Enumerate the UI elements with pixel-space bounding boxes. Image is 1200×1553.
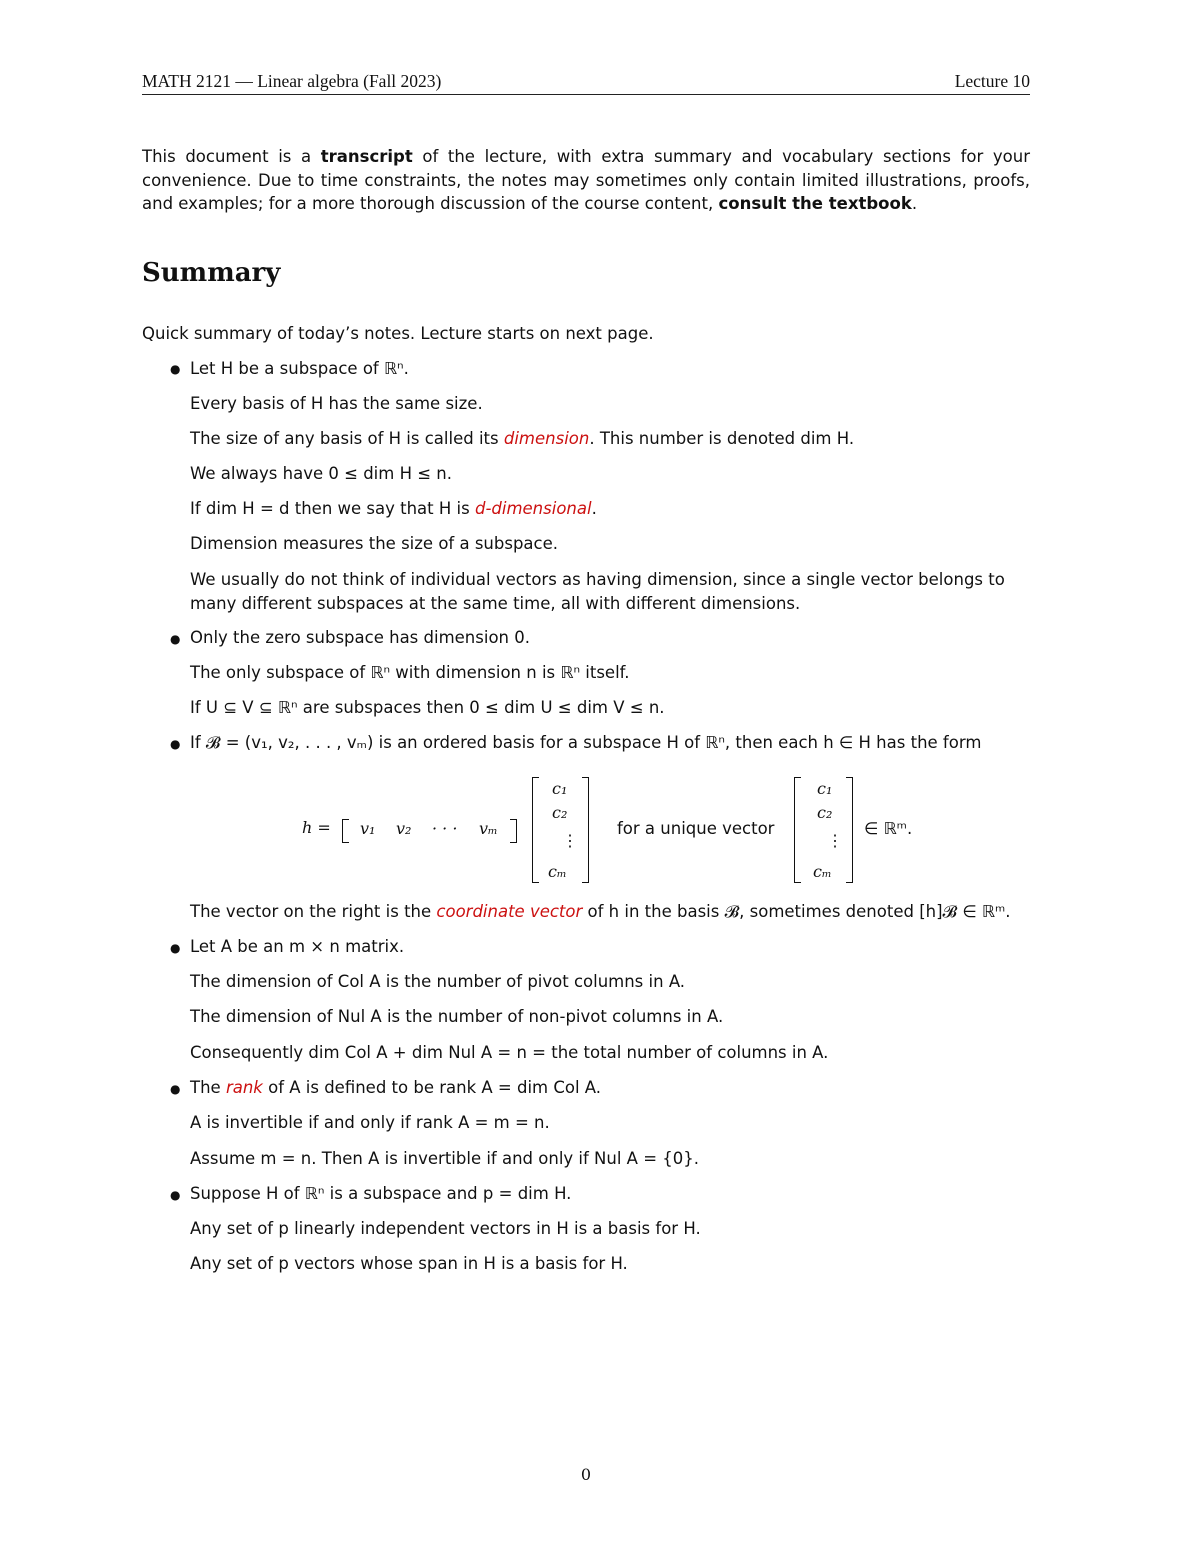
row-v2: v₂ [396, 819, 412, 838]
b6-line-2: Any set of p linearly independent vectors in H is a basis for H. [190, 1219, 701, 1238]
bullet-1: ● [170, 362, 181, 376]
row-bracket-right [510, 819, 517, 843]
col1-bracket-right [582, 777, 589, 883]
col2-cm: cₘ [813, 862, 832, 881]
bullet-6: ● [170, 1188, 181, 1202]
eq-h: h = [302, 818, 331, 837]
b2-line-3: If U ⊆ V ⊆ ℝⁿ are subspaces then 0 ≤ dim U ≤ dim V ≤ n. [190, 698, 665, 717]
intro-text-2: of the lecture, with extra summary and vocabulary sections for your convenience. Due to time constraints, the notes may sometimes only contain limited illustrations, proofs, and examples; for a more thorough discussion of the course content, [142, 147, 1030, 213]
col1-bracket-left [532, 777, 539, 883]
b1-line-2: Every basis of H has the same size. [190, 394, 483, 413]
row-vm: vₘ [479, 819, 498, 838]
term-rank: rank [225, 1078, 263, 1097]
col2-vdots: ⋮ [827, 831, 843, 850]
row-dots: · · · [432, 819, 458, 838]
intro-text-3: . [911, 194, 918, 213]
bullet-4: ● [170, 941, 181, 955]
b5-line-3: Assume m = n. Then A is invertible if and only if Nul A = {0}. [190, 1149, 700, 1168]
summary-heading: Summary [142, 258, 281, 288]
b4-line-2: The dimension of Col A is the number of pivot columns in A. [190, 972, 686, 991]
b1-line-1: Let H be a subspace of ℝⁿ. [190, 359, 409, 378]
bullet-5: ● [170, 1082, 181, 1096]
b4-line-3: The dimension of Nul A is the number of non-pivot columns in A. [190, 1007, 724, 1026]
term-coordinate-vector: coordinate vector [436, 902, 583, 921]
intro-consult: consult the textbook [718, 194, 912, 213]
row-bracket-left [342, 819, 349, 843]
b3-line-2: The vector on the right is the coordinate vector of h in the basis 𝓑, sometimes denoted [h]𝓑 ∈ ℝᵐ. [190, 902, 1011, 921]
col2-c1: c₁ [817, 779, 833, 798]
col1-c2: c₂ [552, 803, 568, 822]
b2-line-2: The only subspace of ℝⁿ with dimension n is ℝⁿ itself. [190, 663, 630, 682]
b4-line-1: Let A be an m × n matrix. [190, 937, 405, 956]
b2-line-1: Only the zero subspace has dimension 0. [190, 628, 530, 647]
b1-line-7: We usually do not think of individual vectors as having dimension, since a single vector belongs to many different subspaces at the same time, all with different dimensions. [190, 570, 1005, 613]
bullet-2: ● [170, 632, 181, 646]
b3-line-1: If 𝓑 = (v₁, v₂, . . . , vₘ) is an ordered basis for a subspace H of ℝⁿ, then each h ∈ H has the form [190, 733, 982, 752]
col2-bracket-left [794, 777, 801, 883]
page-number: 0 [580, 1465, 592, 1484]
b6-line-1: Suppose H of ℝⁿ is a subspace and p = dim H. [190, 1184, 572, 1203]
col1-cm: cₘ [548, 862, 567, 881]
document-page [142, 0, 1030, 1553]
intro-text-1: This document is a [142, 147, 321, 166]
row-v1: v₁ [360, 819, 376, 838]
col2-c2: c₂ [817, 803, 833, 822]
b4-line-4: Consequently dim Col A + dim Nul A = n = the total number of columns in A. [190, 1043, 829, 1062]
coordinate-equation [142, 775, 1030, 887]
term-dimension: dimension [503, 429, 590, 448]
b6-line-3: Any set of p vectors whose span in H is a basis for H. [190, 1254, 628, 1273]
running-header [142, 70, 1030, 95]
header-lecture: Lecture 10 [954, 71, 1030, 91]
eq-tail: ∈ ℝᵐ. [864, 819, 913, 838]
intro-paragraph [142, 145, 1030, 216]
b5-line-1: The rank of A is defined to be rank A = dim Col A. [190, 1078, 602, 1097]
b1-line-4: We always have 0 ≤ dim H ≤ n. [190, 464, 452, 483]
term-d-dimensional: d-dimensional [474, 499, 592, 518]
quick-summary: Quick summary of today’s notes. Lecture starts on next page. [142, 324, 654, 343]
b1-line-3: The size of any basis of H is called its dimension. This number is denoted dim H. [190, 429, 855, 448]
col2-bracket-right [846, 777, 853, 883]
b1-line-6: Dimension measures the size of a subspace. [190, 534, 558, 553]
bullet-3: ● [170, 737, 181, 751]
b1-line-5: If dim H = d then we say that H is d-dimensional. [190, 499, 597, 518]
col1-vdots: ⋮ [562, 831, 578, 850]
col1-c1: c₁ [552, 779, 568, 798]
intro-transcript: transcript [320, 147, 413, 166]
b5-line-2: A is invertible if and only if rank A = m = n. [190, 1113, 550, 1132]
header-course: MATH 2121 — Linear algebra (Fall 2023) [142, 71, 442, 91]
eq-mid-text: for a unique vector [617, 819, 775, 838]
